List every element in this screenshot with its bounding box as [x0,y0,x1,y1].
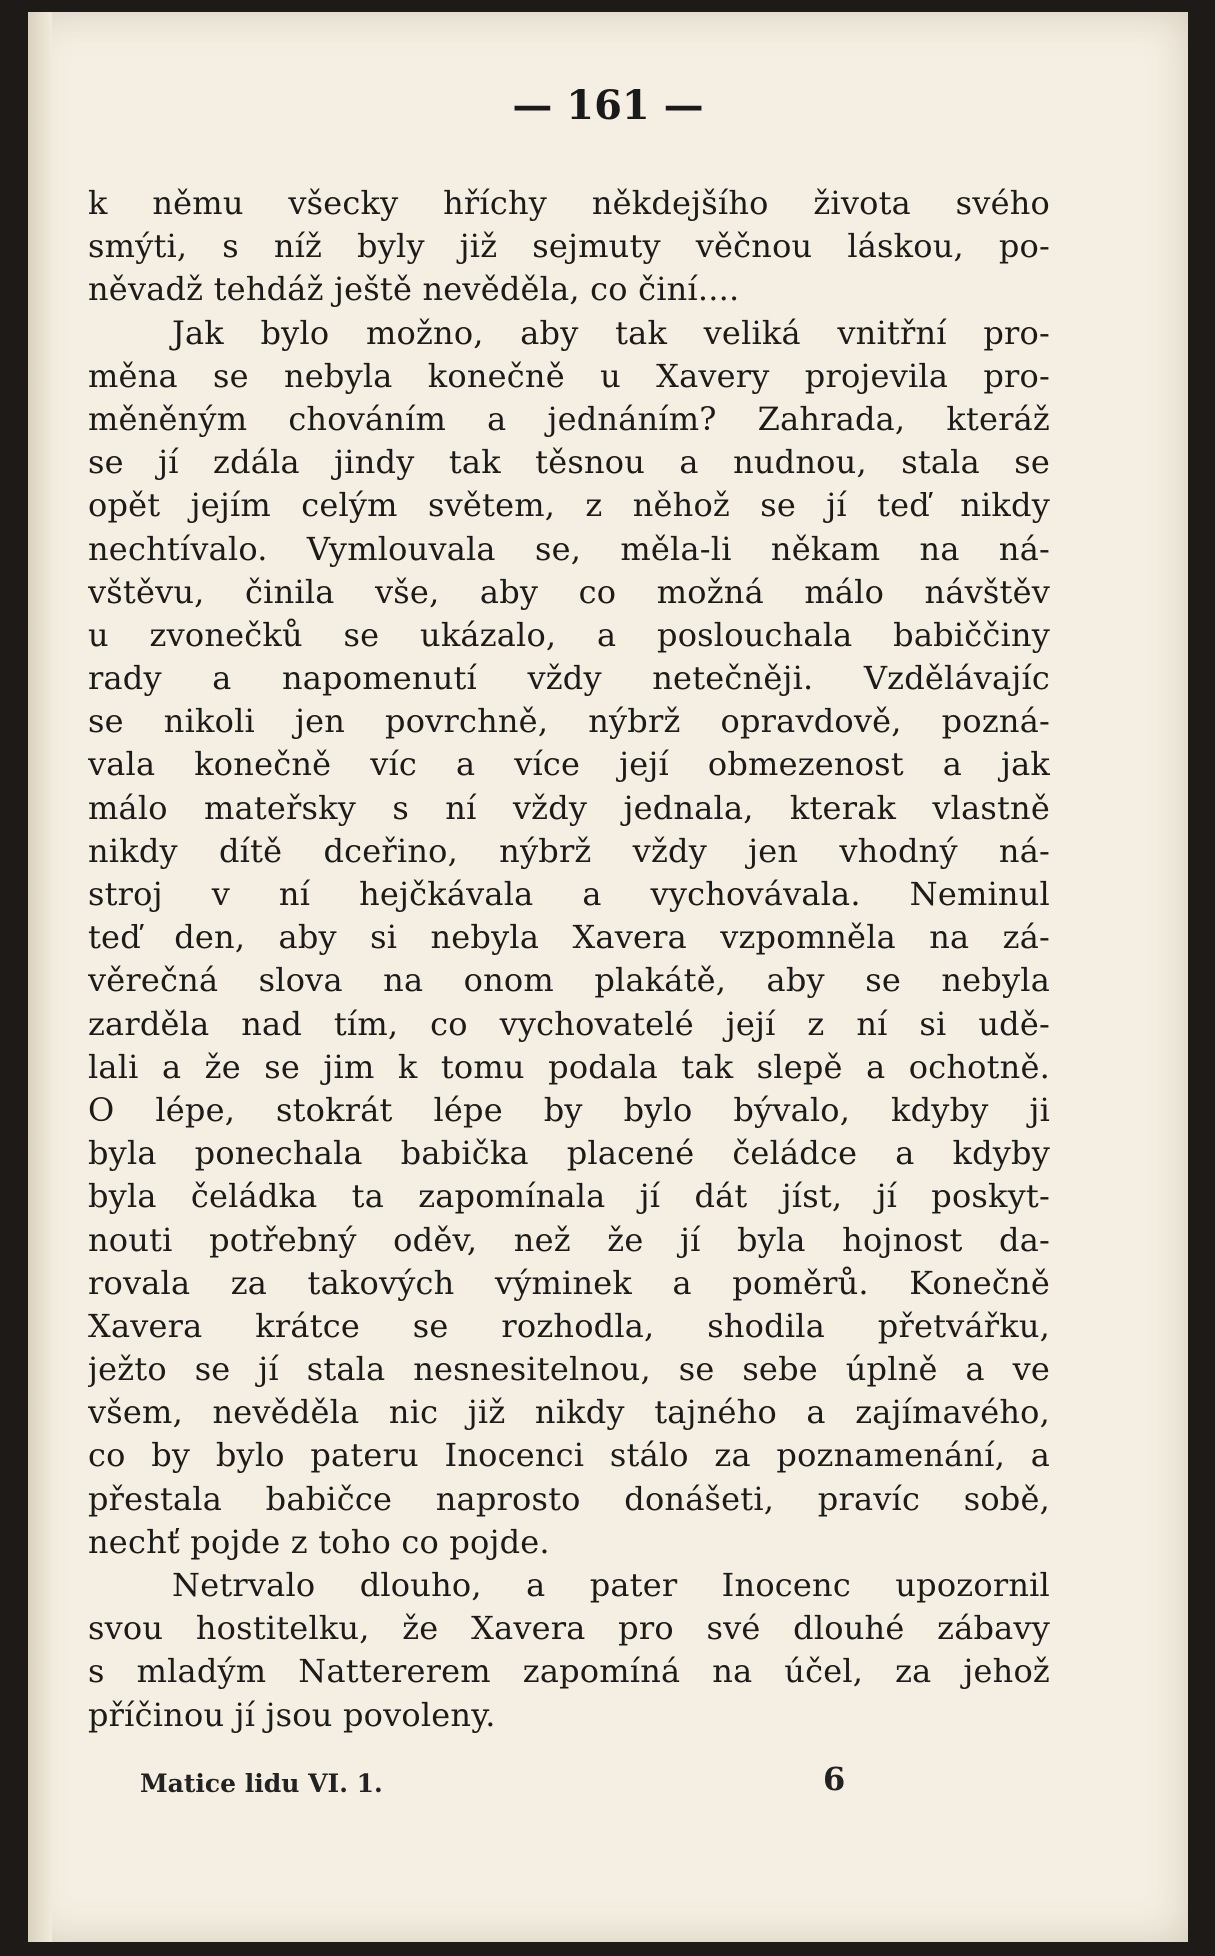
text-line: měněným chováním a jednáním? Zahrada, kteráž [88,399,1050,438]
text-line: se jí zdála jindy tak těsnou a nudnou, stala se [88,443,1050,482]
text-line: vštěvu, činila vše, aby co možná málo návštěv [88,572,1050,611]
text-line: rovala za takových výminek a poměrů. Konečně [88,1263,1050,1302]
printer-signature: Matice lidu VI. 1. [140,1769,383,1798]
text-line: věrečná slova na onom plakátě, aby se nebyla [88,961,1050,1000]
text-line: nechť pojde z toho co pojde. [88,1522,550,1561]
text-line: smýti, s níž byly již sejmuty věčnou láskou, po- [88,227,1050,266]
text-line: rady a napomenutí vždy netečněji. Vzdělávajíc [88,659,1050,698]
page-spine-edge [28,12,52,1942]
text-line: zarděla nad tím, co vychovatelé její z ní si udě- [88,1004,1050,1043]
text-line: nouti potřebný oděv, než že jí byla hojnost da- [88,1220,1050,1259]
text-line: Netrvalo dlouho, a pater Inocenc upozornil [172,1566,1050,1604]
text-line: co by bylo pateru Inocenci stálo za poznamenání, a [88,1436,1050,1475]
text-line: ježto se jí stala nesnesitelnou, se sebe úplně a ve [88,1350,1050,1389]
body-text [88,182,1050,1737]
text-line: byla čeládka ta zapomínala jí dát jíst, jí poskyt- [88,1177,1050,1216]
text-line: měna se nebyla konečně u Xavery projevila pro- [88,356,1050,395]
text-line: k němu všecky hříchy někdejšího života svého [88,184,1050,222]
text-line: byla ponechala babička placené čeládce a kdyby [88,1134,1050,1173]
text-line: lali a že se jim k tomu podala tak slepě a ochotně. [88,1047,1050,1086]
page-paper [28,12,1188,1942]
sheet-number: 6 [823,1760,846,1798]
text-line: opět jejím celým světem, z něhož se jí teď nikdy [88,486,1050,525]
text-line: Jak bylo možno, aby tak veliká vnitřní pro- [172,313,1050,352]
text-line: svou hostitelku, že Xavera pro své dlouhé zábavy [88,1609,1050,1648]
text-line: Xavera krátce se rozhodla, shodila přetvářku, [88,1306,1050,1345]
text-line: příčinou jí jsou povoleny. [88,1695,496,1734]
text-line: málo mateřsky s ní vždy jednala, kterak vlastně [88,788,1050,827]
text-line: nikdy dítě dceřino, nýbrž vždy jen vhodný ná- [88,831,1050,870]
text-line: přestala babičce naprosto donášeti, pravíc sobě, [88,1479,1050,1518]
text-line: s mladým Nattererem zapomíná na účel, za jehož [88,1652,1050,1691]
text-line: se nikoli jen povrchně, nýbrž opravdově, pozná- [88,702,1050,741]
text-line: teď den, aby si nebyla Xavera vzpomněla na zá- [88,918,1050,957]
text-line: O lépe, stokrát lépe by bylo bývalo, kdyby ji [88,1090,1050,1129]
text-line: vala konečně víc a více její obmezenost a jak [88,745,1050,784]
text-line: stroj v ní hejčkávala a vychovávala. Neminul [88,875,1050,913]
text-line: všem, nevěděla nic již nikdy tajného a zajímavého, [88,1393,1050,1432]
text-line: u zvonečků se ukázalo, a poslouchala babiččiny [88,615,1050,654]
text-line: něvadž tehdáž ještě nevěděla, co činí.... [88,270,740,309]
text-line: nechtívalo. Vymlouvala se, měla-li někam na ná- [88,529,1050,568]
page-number: — 161 — [512,82,704,129]
